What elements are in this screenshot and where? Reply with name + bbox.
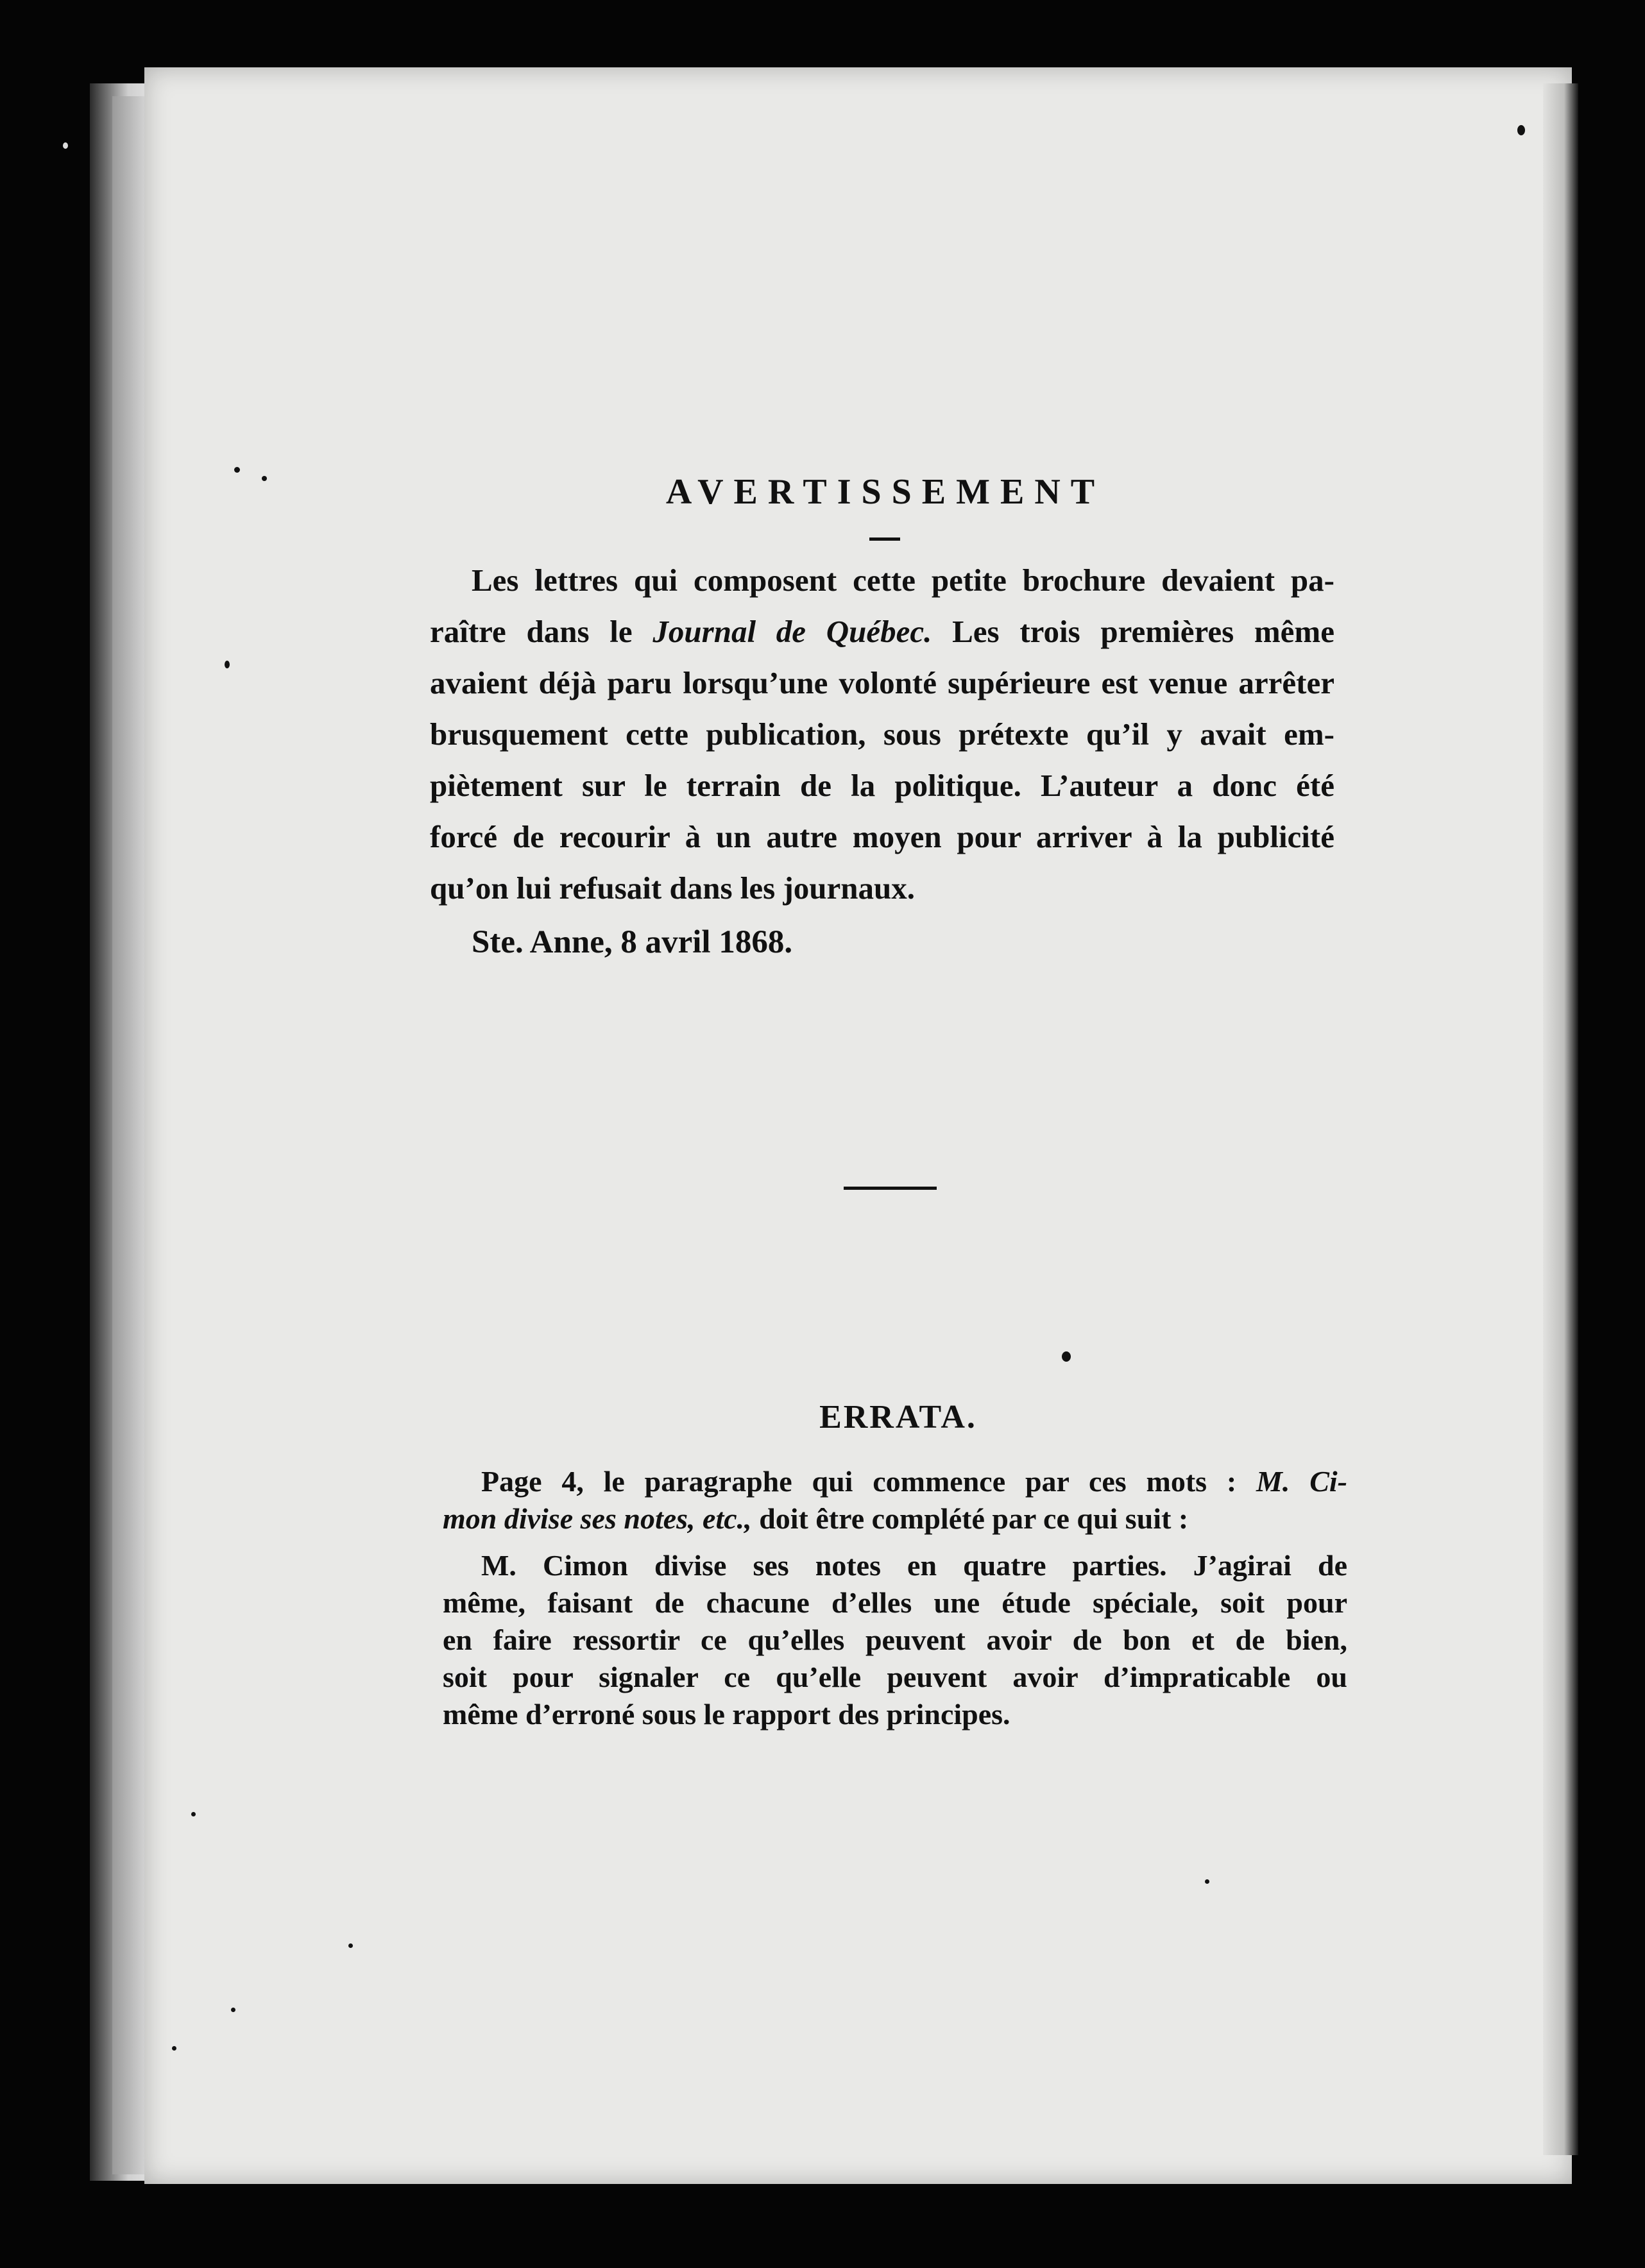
paper-page [144,67,1572,2184]
avertissement-heading: AVERTISSEMENT [665,472,1105,512]
scan-speck [231,2008,235,2012]
paragraph-fragment: raître dans le [430,614,633,649]
errata-correction [443,1547,1347,1733]
heading-rule [869,537,900,541]
scan-speck [63,142,68,149]
errata-note-line [443,1500,1347,1537]
errata-quoted-words: M. Ci- [1256,1465,1347,1498]
paragraph-fragment: Les trois premières même [952,614,1334,649]
scan-speck [172,2046,176,2051]
correction-line: en faire ressortir ce qu’elles peuvent avoir de bon et de bien, [443,1623,1347,1656]
correction-line: M. Cimon divise ses notes en quatre parties. J’agirai de [481,1549,1347,1582]
errata-note-line [443,1463,1347,1500]
paragraph-line: qu’on lui refusait dans les journaux. [430,870,916,906]
errata-note-text: doit être complété par ce qui suit : [759,1502,1189,1535]
errata-heading: ERRATA. [819,1399,977,1435]
scan-speck [1062,1351,1071,1362]
paragraph-line: piètement sur le terrain de la politique. L’auteur a donc été [430,768,1334,803]
journal-title: Journal de Québec. [652,614,932,649]
correction-line: même, faisant de chacune d’elles une étude spéciale, soit pour [443,1586,1347,1619]
scan-speck [234,467,240,473]
scan-speck [1517,125,1525,135]
scan-speck [262,476,267,481]
paragraph-line [430,606,1334,657]
paragraph-line: brusquement cette publication, sous prétexte qu’il y avait em- [430,716,1334,752]
section-divider [844,1187,937,1190]
paragraph-line: avaient déjà paru lorsqu’une volonté supérieure est venue arrêter [430,665,1334,700]
torn-right-edge [1543,83,1578,2155]
scan-speck [191,1812,196,1816]
scan-speck [348,1943,353,1948]
avertissement-paragraph [430,555,1334,914]
correction-line: soit pour signaler ce qu’elle peuvent avoir d’impraticable ou [443,1661,1347,1693]
scan-speck [1205,1879,1209,1884]
errata-note-text: Page 4, le paragraphe qui commence par ces mots : [481,1465,1237,1498]
errata-quoted-words: mon divise ses notes, etc., [443,1502,752,1535]
place-date-signoff: Ste. Anne, 8 avril 1868. [472,924,793,960]
paragraph-line: forcé de recourir à un autre moyen pour arriver à la publicité [430,819,1334,854]
correction-line: même d’erroné sous le rapport des principes. [443,1698,1010,1731]
errata-note [443,1463,1347,1537]
paragraph-line: Les lettres qui composent cette petite brochure devaient pa- [472,563,1334,598]
scan-speck [225,661,230,668]
